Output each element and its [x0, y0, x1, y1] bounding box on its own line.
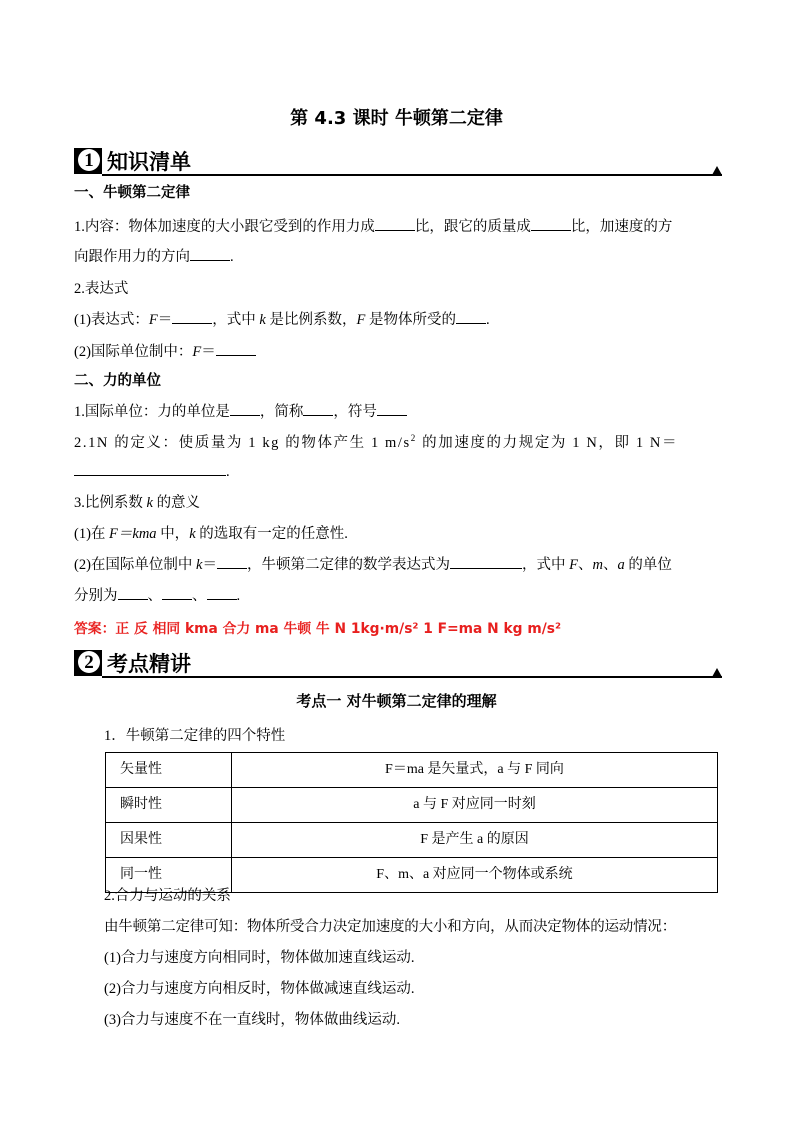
text: 中，: [156, 526, 190, 542]
text: 、: [602, 557, 618, 573]
var-F: F: [192, 344, 202, 360]
fill-blank[interactable]: [450, 554, 522, 569]
content-line-2: [74, 245, 234, 266]
var-a: a: [617, 557, 625, 573]
fill-blank[interactable]: [230, 401, 260, 416]
text: 向跟作用力的方向: [74, 249, 190, 265]
text: 1.内容：物体加速度的大小跟它受到的作用力成: [74, 219, 375, 235]
fill-blank[interactable]: [74, 461, 226, 476]
expression-line-1: [74, 308, 490, 329]
text: ＝: [157, 312, 173, 328]
text: 是比例系数，: [265, 312, 357, 328]
text: .: [226, 464, 230, 480]
fill-blank[interactable]: [190, 246, 230, 261]
fill-blank[interactable]: [375, 216, 415, 231]
section-number-badge: [74, 650, 102, 676]
text: 、: [147, 588, 162, 604]
k-meaning-line-2: [74, 553, 672, 574]
formula: F＝kma: [109, 526, 157, 542]
force-motion-title: 2.合力与运动的关系: [104, 888, 231, 904]
subheading-key-point-1: 考点一 对牛顿第二定律的理解: [296, 692, 497, 710]
fill-blank[interactable]: [207, 585, 237, 600]
section-title: 考点精讲: [107, 652, 191, 676]
unit-line-1: [74, 400, 407, 421]
text: 分别为: [74, 588, 118, 604]
fill-blank[interactable]: [216, 341, 256, 356]
text: ＝: [202, 557, 217, 573]
var-k: k: [146, 495, 153, 511]
heading-newton-second-law: 一、牛顿第二定律: [74, 185, 190, 201]
table-row: [106, 753, 718, 788]
properties-table: [105, 752, 718, 893]
force-motion-case-3: (3)合力与速度不在一直线时，物体做曲线运动.: [104, 1012, 401, 1028]
property-description: F、m、a 对应同一个物体或系统: [232, 858, 718, 893]
property-description: a 与 F 对应同一时刻: [232, 788, 718, 823]
section-number: 2: [78, 651, 100, 673]
property-description: F 是产生 a 的原因: [232, 823, 718, 858]
text: ，式中: [212, 312, 260, 328]
text: .: [236, 588, 241, 604]
var-k: k: [259, 312, 266, 328]
text: 的加速度的力规定为 1 N，即 1 N＝: [416, 435, 679, 451]
text: ＝: [201, 344, 216, 360]
property-name: 瞬时性: [106, 788, 232, 823]
text: 1.国际单位：力的单位是: [74, 404, 230, 420]
k-meaning-title: [74, 491, 200, 512]
fill-blank[interactable]: [118, 585, 148, 600]
fill-blank[interactable]: [531, 216, 571, 231]
fill-blank[interactable]: [217, 554, 247, 569]
fill-blank[interactable]: [303, 401, 333, 416]
fill-blank[interactable]: [456, 309, 486, 324]
expression-line-2: [74, 340, 256, 361]
page-title: 第 4.3 课时 牛顿第二定律: [290, 108, 503, 129]
var-F: F: [356, 312, 366, 328]
text: (2)国际单位制中：: [74, 344, 193, 360]
text: ，牛顿第二定律的数学表达式为: [246, 557, 450, 573]
property-name: 因果性: [106, 823, 232, 858]
unit-line-2: [74, 431, 678, 452]
text: .: [485, 312, 490, 328]
force-motion-intro: 由牛顿第二定律可知：物体所受合力决定加速度的大小和方向，从而决定物体的运动情况：: [104, 919, 676, 935]
four-properties-title: 1．牛顿第二定律的四个特性: [104, 728, 286, 744]
text: ，简称: [259, 404, 304, 420]
text: 的单位: [624, 557, 672, 573]
text: .: [230, 249, 234, 265]
table-row: [106, 823, 718, 858]
text: 2.1N 的定义：使质量为 1 kg 的物体产生 1 m/s: [74, 435, 411, 451]
section-number: 1: [78, 149, 100, 171]
var-F: F: [569, 557, 578, 573]
k-meaning-line-3: [74, 584, 240, 605]
force-motion-case-1: (1)合力与速度方向相同时，物体做加速直线运动.: [104, 950, 415, 966]
text: 、: [192, 588, 207, 604]
section-underline: [102, 174, 722, 176]
fill-blank[interactable]: [377, 401, 407, 416]
answer-key: 答案：正 反 相同 kma 合力 ma 牛顿 牛 N 1kg·m/s² 1 F=ma N kg m/s²: [74, 621, 562, 637]
property-name: 矢量性: [106, 753, 232, 788]
force-motion-case-2: (2)合力与速度方向相反时，物体做减速直线运动.: [104, 981, 415, 997]
fill-blank[interactable]: [172, 309, 212, 324]
superscript: 2: [410, 433, 417, 443]
property-name: 同一性: [106, 858, 232, 893]
section-header-knowledge-list: [74, 146, 722, 176]
text: ，式中: [521, 557, 570, 573]
text: (1)在: [74, 526, 110, 542]
triangle-marker-icon: [712, 166, 722, 175]
text: 3.比例系数: [74, 495, 147, 511]
unit-line-3: [74, 461, 230, 481]
text: 的选取有一定的任意性.: [195, 526, 348, 542]
text: ，符号: [333, 404, 377, 420]
var-m: m: [592, 557, 603, 573]
table-row: [106, 788, 718, 823]
content-line-1: [74, 215, 672, 236]
k-meaning-line-1: [74, 522, 348, 543]
section-underline: [102, 676, 722, 678]
property-description: F＝ma 是矢量式，a 与 F 同向: [232, 753, 718, 788]
text: 比，加速度的方: [570, 219, 673, 235]
text: 是物体所受的: [365, 312, 456, 328]
fill-blank[interactable]: [162, 585, 192, 600]
section-title: 知识清单: [107, 150, 191, 174]
heading-unit-of-force: 二、力的单位: [74, 373, 161, 389]
text: 的意义: [152, 495, 201, 511]
text: 、: [577, 557, 593, 573]
var-k: k: [189, 526, 196, 542]
var-k: k: [196, 557, 203, 573]
expression-title: 2.表达式: [74, 281, 129, 297]
text: (1)表达式：: [74, 312, 149, 328]
text: 比，跟它的质量成: [414, 219, 531, 235]
text: (2)在国际单位制中: [74, 557, 197, 573]
var-F: F: [148, 312, 158, 328]
section-header-key-points: [74, 648, 722, 678]
triangle-marker-icon: [712, 668, 722, 677]
section-number-badge: [74, 148, 102, 174]
